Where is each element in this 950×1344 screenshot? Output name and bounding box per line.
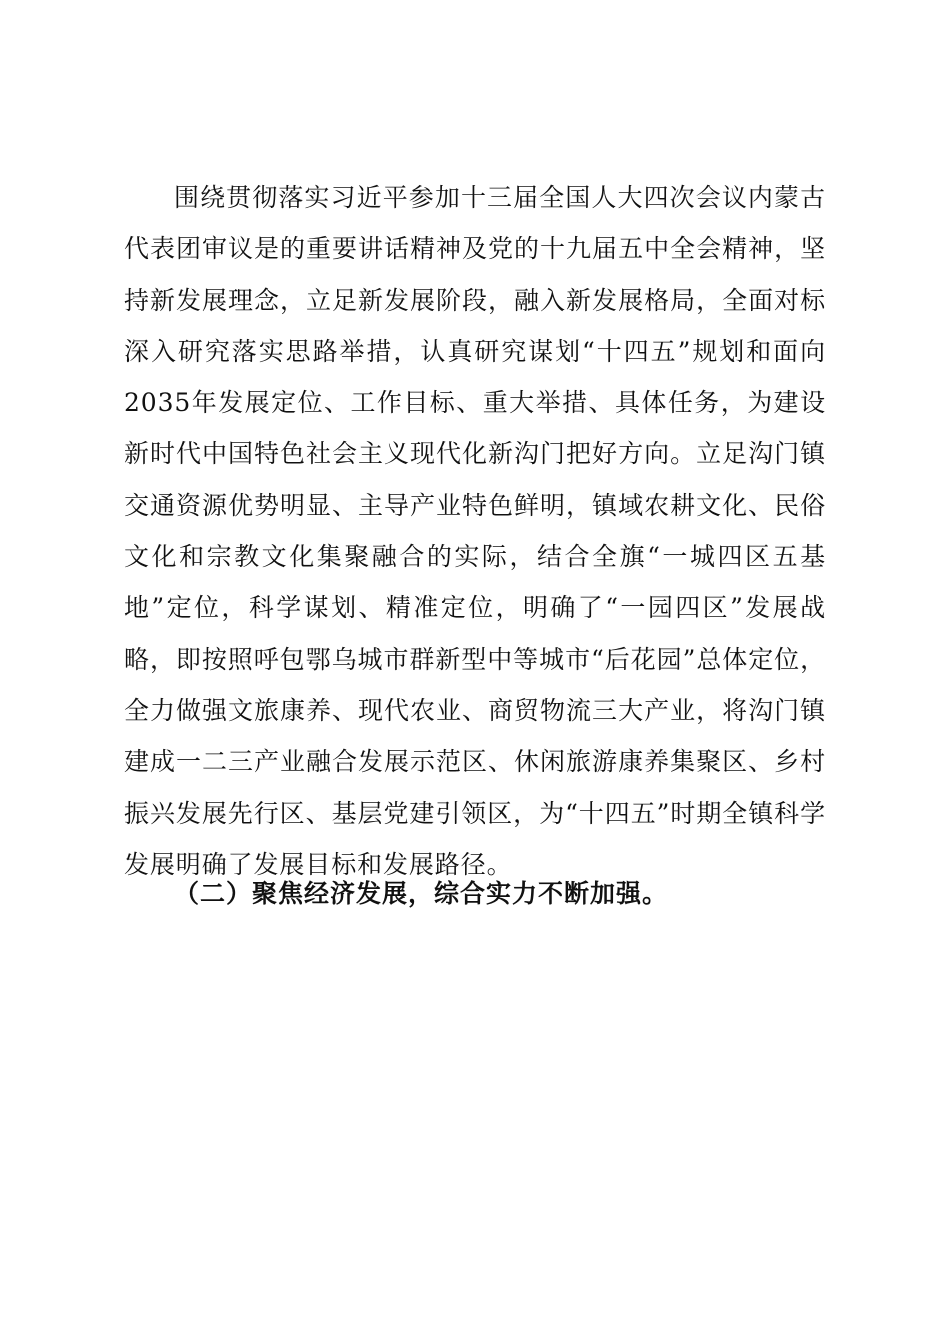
section-heading: （二）聚焦经济发展，综合实力不断加强。 [174,879,669,908]
body-paragraph: 围绕贯彻落实习近平参加十三届全国人大四次会议内蒙古代表团审议是的重要讲话精神及党的十九届五中全会精神，坚持新发展理念，立足新发展阶段，融入新发展格局，全面对标深入研究落实思路举措，认真研究谋划“十四五”规划和面向2035年发展定位、工作目标、重大举措、具体任务，为建设新时代中国特色社会主义现代化新沟门把好方向。立足沟门镇交通资源优势明显、主导产业特色鲜明，镇域农耕文化、民俗文化和宗教文化集聚融合的实际，结合全旗“一城四区五基地”定位，科学谋划、精准定位，明确了“一园四区”发展战略，即按照呼包鄂乌城市群新型中等城市“后花园”总体定位，全力做强文旅康养、现代农业、商贸物流三大产业，将沟门镇建成一二三产业融合发展示范区、休闲旅游康养集聚区、乡村振兴发展先行区、基层党建引领区，为“十四五”时期全镇科学发展明确了发展目标和发展路径。 [124,183,826,879]
